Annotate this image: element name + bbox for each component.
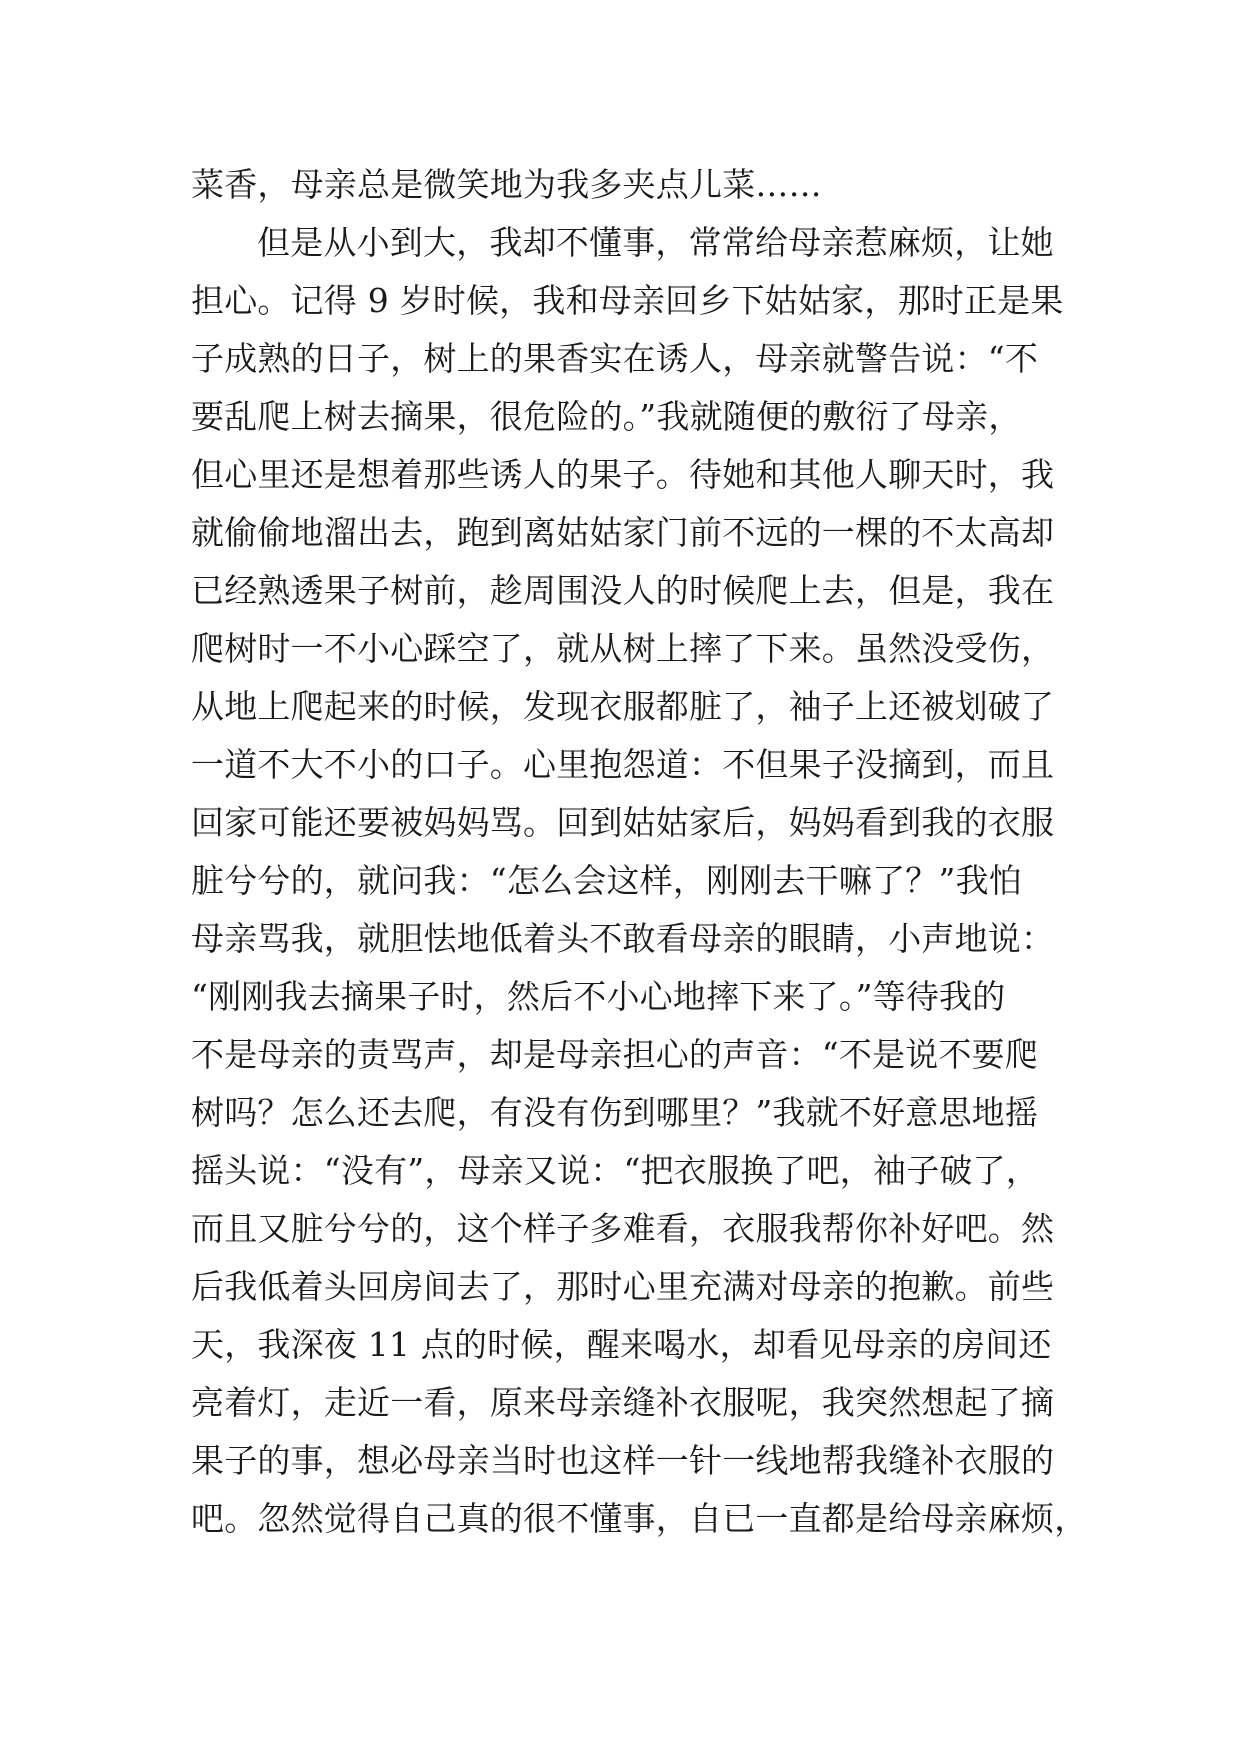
text-line: 果子的事，想必母亲当时也这样一针一线地帮我缝补衣服的 [191, 1441, 1055, 1480]
text-line: 担心。记得 9 岁时候，我和母亲回乡下姑姑家，那时正是果 [191, 281, 1064, 320]
text-line: 脏兮兮的，就问我：“怎么会这样，刚刚去干嘛了？”我怕 [191, 861, 1022, 900]
text-line: 从地上爬起来的时候，发现衣服都脏了，袖子上还被划破了 [191, 687, 1055, 726]
text-line: 一道不大不小的口子。心里抱怨道：不但果子没摘到，而且 [191, 745, 1055, 784]
text-line: 不是母亲的责骂声，却是母亲担心的声音：“不是说不要爬 [191, 1035, 1039, 1074]
text-line: 回家可能还要被妈妈骂。回到姑姑家后，妈妈看到我的衣服 [191, 803, 1055, 842]
text-line: 天，我深夜 11 点的时候，醒来喝水，却看见母亲的房间还 [191, 1325, 1052, 1364]
text-line: 摇头说：“没有”，母亲又说：“把衣服换了吧，袖子破了， [191, 1151, 1040, 1190]
text-line: 但心里还是想着那些诱人的果子。待她和其他人聊天时，我 [191, 455, 1055, 494]
text-line: 要乱爬上树去摘果，很危险的。”我就随便的敷衍了母亲， [191, 397, 1022, 436]
text-line: 后我低着头回房间去了，那时心里充满对母亲的抱歉。前些 [191, 1267, 1055, 1306]
essay-body [191, 156, 1088, 1548]
text-line: 吧。忽然觉得自己真的很不懂事，自已一直都是给母亲麻烦， [191, 1499, 1088, 1538]
text-line: 而且又脏兮兮的，这个样子多难看，衣服我帮你补好吧。然 [191, 1209, 1055, 1248]
text-line: 子成熟的日子，树上的果香实在诱人，母亲就警告说：“不 [191, 339, 1039, 378]
text-line: 已经熟透果子树前，趁周围没人的时候爬上去，但是，我在 [191, 571, 1055, 610]
text-line: “刚刚我去摘果子时，然后不小心地摔下来了。”等待我的 [191, 977, 1006, 1016]
text-line: 母亲骂我，就胆怯地低着头不敢看母亲的眼睛，小声地说： [191, 919, 1055, 958]
text-line: 爬树时一不小心踩空了，就从树上摔了下来。虽然没受伤， [191, 629, 1055, 668]
text-line: 但是从小到大，我却不懂事，常常给母亲惹麻烦，让她 [257, 223, 1054, 262]
text-line: 就偷偷地溜出去，跑到离姑姑家门前不远的一棵的不太高却 [191, 513, 1055, 552]
text-line: 菜香，母亲总是微笑地为我多夹点儿菜…… [191, 165, 822, 204]
text-line: 树吗？怎么还去爬，有没有伤到哪里？”我就不好意思地摇 [191, 1093, 1039, 1132]
text-line: 亮着灯，走近一看，原来母亲缝补衣服呢，我突然想起了摘 [191, 1383, 1055, 1422]
